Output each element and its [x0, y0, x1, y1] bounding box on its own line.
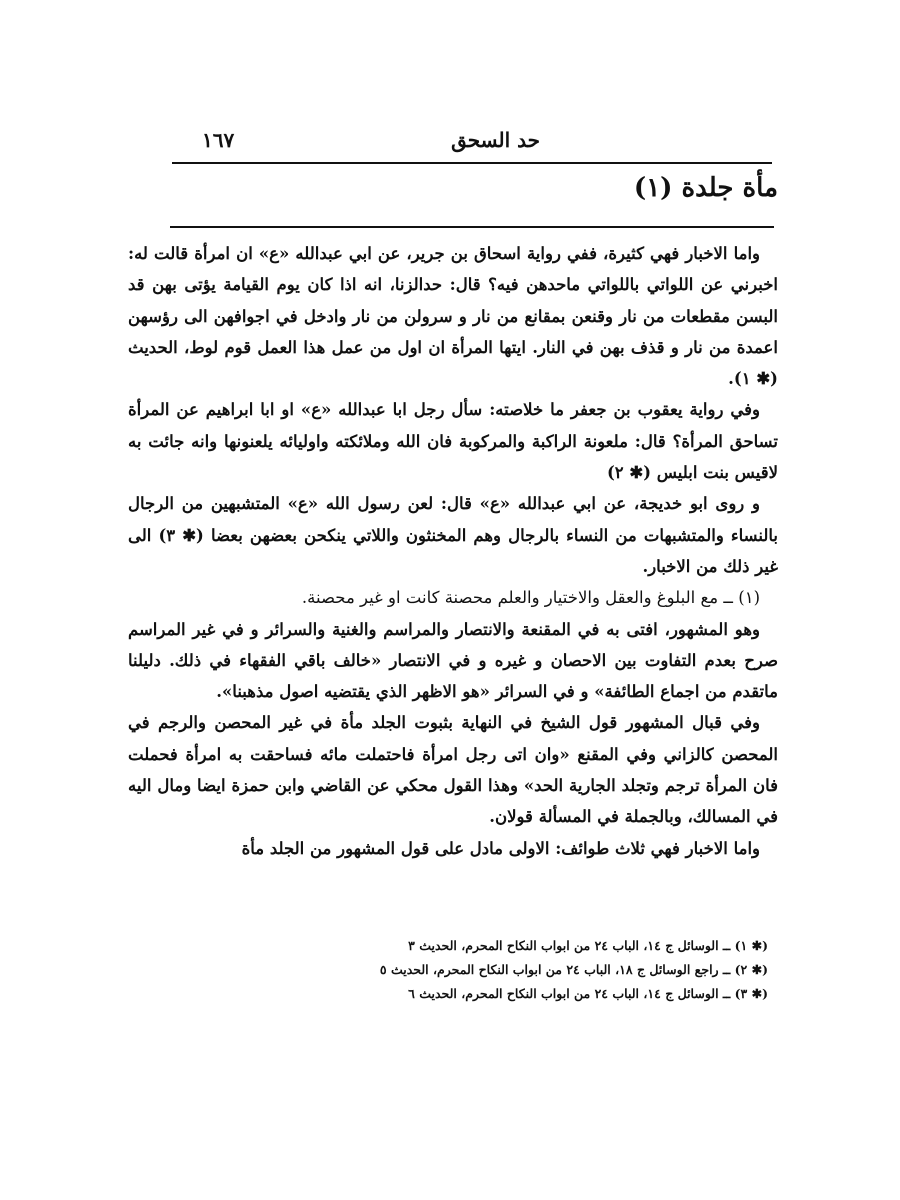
running-head: حد السحق — [451, 128, 540, 152]
paragraph: وهو المشهور، افتى به في المقنعة والانتصار والمراسم والغنية والسرائر و في غير المراسم صرح بعدم التفاوت بين الاحصان و غيره و في الانتصار «خالف باقي الفقهاء في ذلك. دليلنا ماتقدم من اجماع الطائفة» و في السرائر «هو الاظهر الذي يقتضيه اصول مذهبنا». — [128, 619, 778, 702]
paragraph: وفي قبال المشهور قول الشيخ في النهاية بثبوت الجلد مأة في غير المحصن والرجم في المحصن كالزاني وفي المقنع «وان اتى رجل امرأة فاحتملت مائه فساحقت به امرأة فحملت فان المرأة ترجم وتجلد الجارية الحد» وهذا القول محكي عن القاضي وابن حمزة ايضا ومال اليه في المسالك، وبالجملة في المسألة قولان. — [128, 713, 778, 827]
page-header — [172, 128, 772, 160]
body-text — [128, 238, 778, 864]
footnote: (✱ ٢) ــ راجع الوسائل ج ١٨، الباب ٢٤ من ابواب النكاح المحرم، الحديث ٥ — [379, 962, 768, 977]
paragraph: وفي رواية يعقوب بن جعفر ما خلاصته: سأل رجل ابا عبدالله «ع» او ابا ابراهيم عن المرأة تساحق المرأة؟ قال: ملعونة الراكبة والمركوبة فان الله وملائكته واوليائه يلعنونها وانه جائت به لاقيس بنت ابليس (✱ ٢) — [128, 400, 778, 483]
section-title: مأة جلدة (١) — [633, 173, 778, 203]
title-rule — [170, 226, 774, 228]
header-rule — [172, 162, 772, 164]
paragraph: واما الاخبار فهي ثلاث طوائف: الاولى مادل على قول المشهور من الجلد مأة — [241, 838, 760, 858]
footnote: (✱ ١) ــ الوسائل ج ١٤، الباب ٢٤ من ابواب النكاح المحرم، الحديث ٣ — [408, 938, 768, 953]
page-number: ١٦٧ — [202, 128, 235, 152]
paragraph: واما الاخبار فهي كثيرة، ففي رواية اسحاق بن جرير، عن ابي عبدالله «ع» ان امرأة قالت له: اخبرني عن اللواتي باللواتي ماحدهن فيه؟ قال: حدالزنا، انه اذا كان يوم القيامة يؤتى بهن قد البسن مقطعات من نار وقنعن بمقانع من نار و سرولن من نار وادخل في اجوافهن الى رؤسهن اعمدة من نار و قذف بهن في النار. ايتها المرأة ان اول من عمل هذا العمل قوم لوط، الحديث (✱ ١). — [128, 244, 778, 389]
paragraph: و روى ابو خديجة، عن ابي عبدالله «ع» قال: لعن رسول الله «ع» المتشبهين من الرجال بالنساء والمتشبهات من النساء بالرجال وهم المخنثون واللاتي ينكحن بعضهن بعضا (✱ ٣) الى غير ذلك من الاخبار. — [128, 494, 779, 576]
footnotes — [300, 934, 768, 1006]
commentary-note: (١) ــ مع البلوغ والعقل والاختيار والعلم محصنة كانت او غير محصنة. — [301, 588, 760, 608]
footnote: (✱ ٣) ــ الوسائل ج ١٤، الباب ٢٤ من ابواب النكاح المحرم، الحديث ٦ — [408, 986, 768, 1001]
